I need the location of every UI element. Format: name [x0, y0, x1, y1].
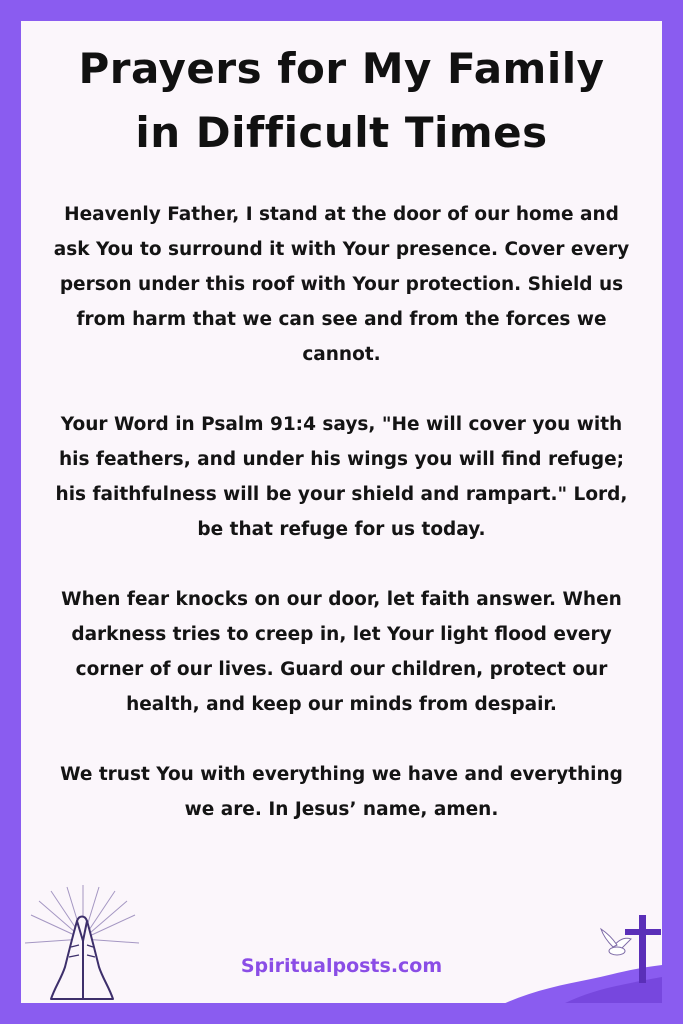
title-line-1: Prayers for My Family	[78, 44, 605, 93]
page-title	[21, 37, 662, 165]
prayer-paragraph-1: Heavenly Father, I stand at the door of our home and ask You to surround it with Your presence. Cover every person under this roof with Your protection. Shield us from harm that we can see and from the forces we cannot.	[53, 204, 630, 365]
title-line-2: in Difficult Times	[135, 108, 548, 157]
prayer-paragraph-3: When fear knocks on our door, let faith answer. When darkness tries to creep in, let Your light flood every corner of our lives. Guard our children, protect our health, and keep our minds from despair.	[61, 589, 622, 715]
prayer-paragraph-2: Your Word in Psalm 91:4 says, "He will cover you with his feathers, and under his wings you will find refuge; his faithfulness will be your shield and rampart." Lord, be that refuge for us today.	[55, 414, 628, 540]
prayer-body	[51, 197, 632, 862]
site-name: Spiritualposts.com	[240, 955, 443, 977]
praying-hands-icon	[21, 881, 141, 1003]
prayer-card	[21, 21, 662, 1003]
cross-and-dove-icon	[501, 891, 662, 1003]
prayer-paragraph-4: We trust You with everything we have and everything we are. In Jesus’ name, amen.	[60, 764, 623, 820]
